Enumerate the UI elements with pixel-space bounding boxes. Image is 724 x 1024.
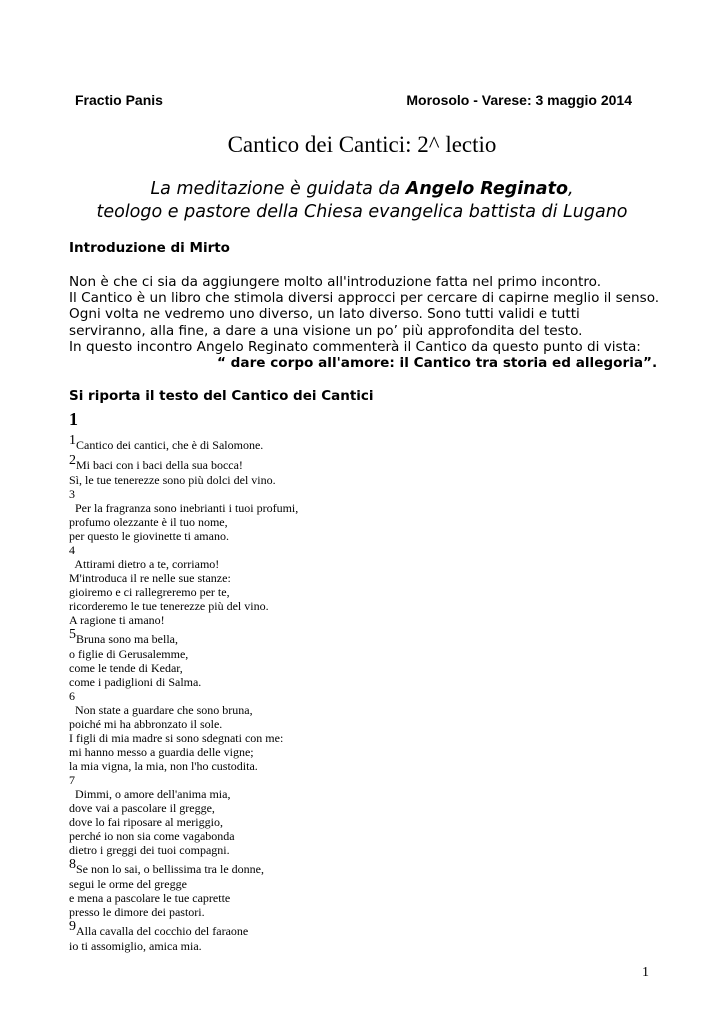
- verse-line: Per la fragranza sono inebrianti i tuoi profumi,: [69, 501, 299, 515]
- verse-line: Dimmi, o amore dell'anima mia,: [69, 787, 231, 801]
- verse-number: 9: [69, 919, 76, 934]
- verse-line: perché io non sia come vagabonda: [69, 829, 235, 843]
- verse-line: dietro i greggi dei tuoi compagni.: [69, 843, 230, 857]
- verse-number: 4: [69, 543, 75, 557]
- verse-text: Alla cavalla del cocchio del faraone: [76, 924, 249, 938]
- verse-line: e mena a pascolare le tue caprette: [69, 891, 231, 905]
- subtitle-text: La meditazione è guidata da: [150, 179, 406, 199]
- verse-number: 7: [69, 773, 75, 787]
- verse-line: dove vai a pascolare il gregge,: [69, 801, 215, 815]
- subtitle-line-1: [0, 178, 724, 201]
- verse-line: I figli di mia madre si sono sdegnati con me:: [69, 731, 284, 745]
- intro-line: In questo incontro Angelo Reginato commenterà il Cantico da questo punto di vista:: [69, 338, 641, 355]
- subtitle: [0, 178, 724, 224]
- intro-line: serviranno, alla fine, a dare a una visione un po’ più approfondita del testo.: [69, 322, 583, 339]
- intro-paragraph: [69, 274, 669, 371]
- verse-line: gioiremo e ci rallegreremo per te,: [69, 585, 230, 599]
- verse-line: [69, 453, 399, 473]
- verse-line: per questo le giovinette ti amano.: [69, 529, 229, 543]
- intro-heading: Introduzione di Mirto: [69, 240, 230, 256]
- verse-line: [69, 857, 399, 877]
- verse-line: come i padiglioni di Salma.: [69, 675, 202, 689]
- verse-line: segui le orme del gregge: [69, 877, 187, 891]
- verse-line: come le tende di Kedar,: [69, 661, 183, 675]
- page-title: Cantico dei Cantici: 2^ lectio: [227, 132, 497, 157]
- subtitle-line-2: teologo e pastore della Chiesa evangelica battista di Lugano: [96, 202, 628, 222]
- verse-line: io ti assomiglio, amica mia.: [69, 939, 202, 953]
- verse-line: mi hanno messo a guardia delle vigne;: [69, 745, 254, 759]
- chapter-number: 1: [69, 409, 78, 429]
- verse-line: Sì, le tue tenerezze sono più dolci del vino.: [69, 473, 276, 487]
- verse-line: profumo olezzante è il tuo nome,: [69, 515, 228, 529]
- verse-line: la mia vigna, la mia, non l'ho custodita.: [69, 759, 258, 773]
- verse-number: 3: [69, 487, 75, 501]
- verse-line: A ragione ti amano!: [69, 613, 165, 627]
- verse-number: 6: [69, 689, 75, 703]
- verse-line: [69, 433, 399, 453]
- speaker-name: Angelo Reginato: [405, 179, 568, 199]
- verse-number: 2: [69, 453, 76, 468]
- verse-number: 5: [69, 627, 76, 642]
- verse-line: dove lo fai riposare al meriggio,: [69, 815, 223, 829]
- verse-text: Mi baci con i baci della sua bocca!: [76, 458, 243, 472]
- intro-quote: “ dare corpo all'amore: il Cantico tra storia ed allegoria”.: [217, 355, 658, 372]
- verse-line: presso le dimore dei pastori.: [69, 905, 205, 919]
- verse-number: 1: [69, 433, 76, 448]
- intro-line: Il Cantico è un libro che stimola diversi approcci per cercare di capirne meglio il senso.: [69, 290, 660, 307]
- verse-line: M'introduca il re nelle sue stanze:: [69, 571, 231, 585]
- verses: [69, 433, 399, 953]
- verse-line: o figlie di Gerusalemme,: [69, 647, 189, 661]
- verse-text: Cantico dei cantici, che è di Salomone.: [76, 438, 264, 452]
- header-left: Fractio Panis: [75, 92, 163, 108]
- verse-line: Non state a guardare che sono bruna,: [69, 703, 253, 717]
- verse-line: [69, 919, 399, 939]
- subtitle-punct: ,: [567, 179, 574, 199]
- intro-line: Non è che ci sia da aggiungere molto all'introduzione fatta nel primo incontro.: [69, 274, 602, 290]
- verse-number: 8: [69, 857, 76, 872]
- verse-line: [69, 627, 399, 647]
- verse-line: poiché mi ha abbronzato il sole.: [69, 717, 223, 731]
- verse-text: Se non lo sai, o bellissima tra le donne,: [76, 862, 264, 876]
- text-heading: Si riporta il testo del Cantico dei Cantici: [69, 388, 374, 404]
- page-number: 1: [642, 965, 649, 980]
- intro-line: Ogni volta ne vedremo uno diverso, un lato diverso. Sono tutti validi e tutti: [69, 306, 580, 323]
- header-right: Morosolo - Varese: 3 maggio 2014: [406, 92, 632, 108]
- verse-text: Bruna sono ma bella,: [76, 632, 178, 646]
- verse-line: ricorderemo le tue tenerezze più del vino.: [69, 599, 269, 613]
- verse-line: Attirami dietro a te, corriamo!: [69, 557, 220, 571]
